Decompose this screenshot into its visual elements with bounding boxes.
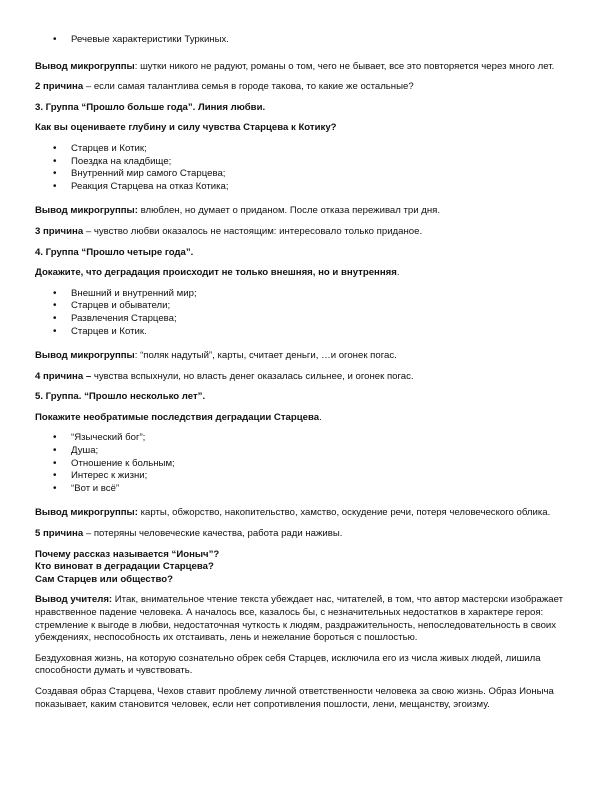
list-item: • “Языческий бог”;	[35, 432, 573, 445]
paragraph-conclusion-1: Вывод микрогруппы: шутки никого не радуют, романы о том, чего не бывает, все это повторяется через много лет.	[35, 60, 555, 72]
bullet-list-group-5	[35, 432, 573, 495]
list-item: • Отношение к больным;	[35, 458, 573, 471]
paragraph-reason-4: 4 причина – чувства вспыхнули, но власть денег оказалась сильнее, и огонек погас.	[35, 370, 414, 382]
group-4-heading: 4. Группа “Прошло четыре года”.	[35, 246, 194, 258]
paragraph-reason-3: 3 причина – чувство любви оказалось не настоящим: интересовало только приданое.	[35, 225, 423, 237]
list-item: • Старцев и Котик.	[35, 326, 573, 339]
paragraph-conclusion-5: Вывод микрогруппы: карты, обжорство, накопительство, хамство, оскудение речи, потеря человеческого облика.	[35, 507, 551, 519]
group-4-question: Докажите, что деградация происходит не только внешняя, но и внутренняя.	[35, 267, 400, 279]
paragraph-conclusion-4: Вывод микрогруппы: “поляк надутый”, карты, считает деньги, …и огонек погас.	[35, 350, 397, 362]
question-line: Кто виноват в деградации Старцева?	[35, 561, 214, 573]
paragraph-reason-2: 2 причина – если самая талантлива семья в городе такова, то какие же остальные?	[35, 81, 414, 93]
group-3-heading: 3. Группа “Прошло больше года”. Линия любви.	[35, 101, 266, 113]
bullet-list-group-4	[35, 288, 573, 338]
paragraph-conclusion-3: Вывод микрогруппы: влюблен, но думает о приданом. После отказа переживал три дня.	[35, 205, 441, 217]
list-item: • Интерес к жизни;	[35, 470, 573, 483]
list-item: • Развлечения Старцева;	[35, 313, 573, 326]
question-line: Почему рассказ называется “Ионыч”?	[35, 548, 220, 560]
group-5-question: Покажите необратимые последствия деградации Старцева.	[35, 411, 322, 423]
paragraph-reason-5: 5 причина – потеряны человеческие качества, работа ради наживы.	[35, 528, 343, 540]
question-line: Сам Старцев или общество?	[35, 573, 173, 585]
final-questions	[35, 549, 573, 587]
list-item: • Душа;	[35, 445, 573, 458]
bullet-list-group-3	[35, 143, 573, 193]
paragraph-soulless-life: Бездуховная жизнь, на которую сознательно обрек себя Старцев, исключила его из числа живых людей, лишила способности думать и чувствовать.	[35, 652, 541, 677]
group-3-question: Как вы оцениваете глубину и силу чувства Старцева к Котику?	[35, 122, 337, 134]
list-item: • “Вот и всё”	[35, 483, 573, 496]
bullet-list-top	[35, 34, 573, 47]
teacher-conclusion: Вывод учителя: Итак, внимательное чтение текста убеждает нас, читателей, в том, что автор мастерски изображает нравственное падение человека. А началось все, казалось бы, с незначительных недостатков в характере героя: стремление к выгоде в любви, недостаточная чуткость к людям, раздражительность, непоследовательность в своих убеждениях, неспособность их отстаивать, лень и нежелание бороться с пошлостью.	[35, 594, 563, 644]
list-item: • Речевые характеристики Туркиных.	[35, 34, 573, 47]
group-5-heading: 5. Группа. “Прошло несколько лет”.	[35, 391, 206, 403]
list-item: • Внутренний мир самого Старцева;	[35, 168, 573, 181]
list-item: • Поездка на кладбище;	[35, 156, 573, 169]
list-item: • Реакция Старцева на отказ Котика;	[35, 181, 573, 194]
paragraph-responsibility: Создавая образ Старцева, Чехов ставит проблему личной ответственности человека за свою жизнь. Образ Ионыча показывает, каким становится человек, если нет сопротивления пошлости, лени, мещанству, эгоизму.	[35, 685, 554, 710]
list-item: • Внешний и внутренний мир;	[35, 288, 573, 301]
list-item: • Старцев и обыватели;	[35, 300, 573, 313]
list-item: • Старцев и Котик;	[35, 143, 573, 156]
document-page	[35, 34, 573, 719]
